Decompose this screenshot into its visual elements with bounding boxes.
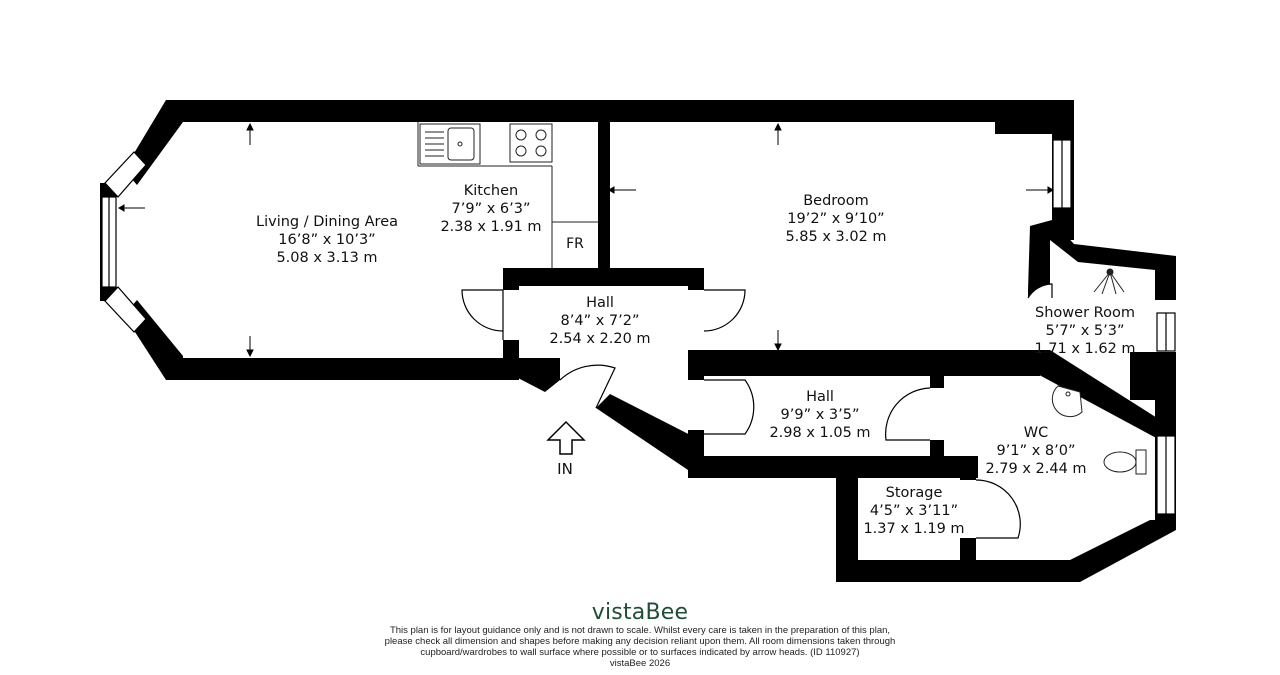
- room-imperial: 9’9” x 3’5”: [780, 407, 860, 423]
- room-label-hall-main: [549, 294, 650, 348]
- room-imperial: 19’2” x 9’10”: [787, 211, 885, 227]
- fridge-label: FR: [566, 236, 584, 252]
- room-name: WC: [1023, 425, 1049, 441]
- toilet-icon: [1104, 450, 1146, 474]
- room-imperial: 7’9” x 6’3”: [451, 201, 531, 217]
- room-imperial: 5’7” x 5’3”: [1045, 323, 1125, 339]
- room-metric: 1.71 x 1.62 m: [1034, 341, 1136, 357]
- room-metric: 2.79 x 2.44 m: [985, 461, 1087, 477]
- disclaimer-line: vistaBee 2026: [609, 658, 671, 669]
- hob-icon: [510, 124, 552, 162]
- room-label-bedroom: [785, 192, 886, 246]
- entrance-label: IN: [557, 460, 573, 478]
- room-metric: 2.54 x 2.20 m: [549, 331, 651, 347]
- room-imperial: 4’5” x 3’11”: [869, 503, 959, 519]
- room-imperial: 9’1” x 8’0”: [996, 443, 1076, 459]
- room-label-shower: [1034, 304, 1135, 358]
- footer: [0, 600, 1280, 669]
- room-metric: 5.85 x 3.02 m: [785, 229, 887, 245]
- room-name: Living / Dining Area: [256, 214, 398, 230]
- room-imperial: 16’8” x 10’3”: [278, 232, 376, 248]
- room-label-storage: [863, 484, 964, 538]
- shower-icon: [1094, 269, 1124, 294]
- room-label-hall-lower: [769, 388, 870, 442]
- room-label-living: [256, 213, 398, 267]
- room-name: Shower Room: [1035, 305, 1135, 321]
- room-metric: 2.98 x 1.05 m: [769, 425, 871, 441]
- disclaimer-line: cupboard/wardrobes to wall surface where possible or to surfaces indicated by arrow heads. (ID 110927): [420, 647, 860, 658]
- disclaimer-line: This plan is for layout guidance only and is not drawn to scale. Whilst every care is taken in the preparation of this plan,: [389, 625, 891, 636]
- entrance-arrow-icon: [548, 422, 584, 454]
- room-name: Storage: [885, 485, 943, 501]
- room-name: Hall: [806, 389, 834, 405]
- room-metric: 5.08 x 3.13 m: [276, 250, 378, 266]
- disclaimer-line: please check all dimension and shapes before making any decision reliant upon them. All room dimensions taken through: [384, 636, 896, 647]
- room-label-kitchen: [440, 182, 541, 236]
- room-name: Kitchen: [463, 183, 519, 199]
- room-imperial: 8’4” x 7’2”: [560, 313, 640, 329]
- room-metric: 2.38 x 1.91 m: [440, 219, 542, 235]
- disclaimer: [0, 625, 1280, 669]
- room-label-wc: [985, 424, 1086, 478]
- room-name: Hall: [586, 295, 614, 311]
- room-metric: 1.37 x 1.19 m: [863, 521, 965, 537]
- room-name: Bedroom: [803, 193, 869, 209]
- brand-logo: vistaBee: [591, 600, 689, 625]
